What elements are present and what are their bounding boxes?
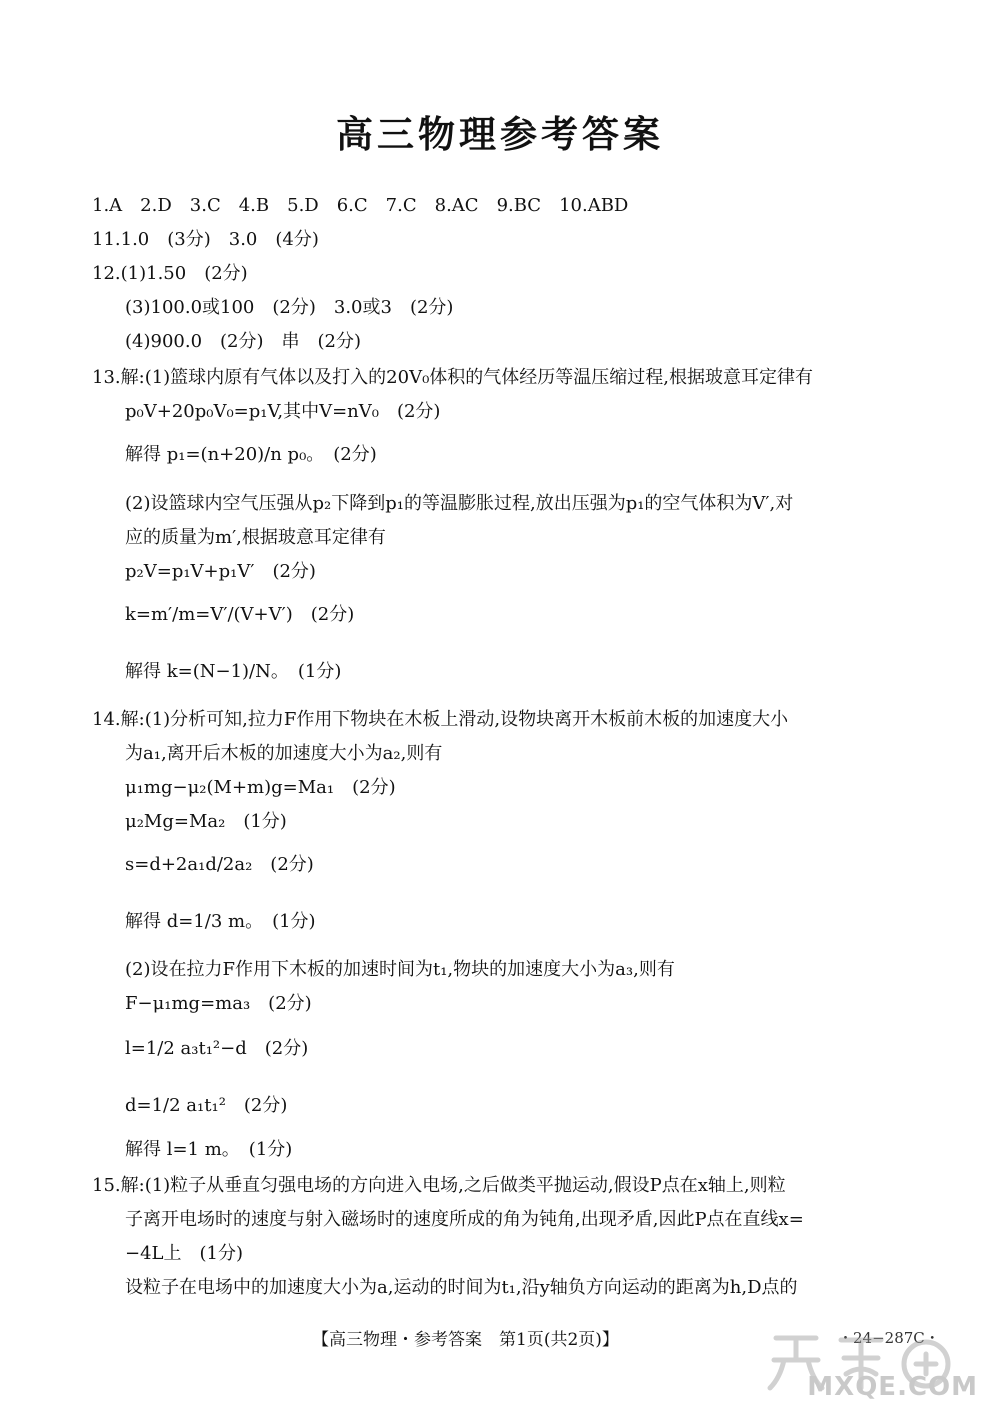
solution-line: 解得 d=1/3 m。 (1分)	[125, 911, 316, 932]
answer-line-q15-d: 设粒子在电场中的加速度大小为a,运动的时间为t₁,沿y轴负方向运动的距离为h,D点的	[125, 1277, 798, 1298]
equation-line: p₂V=p₁V+p₁V′ (2分)	[125, 561, 316, 582]
solution-line: 解得 p₁=(n+20)/n p₀。 (2分)	[125, 444, 377, 465]
answer-line-q13-2: (2)设篮球内空气压强从p₂下降到p₁的等温膨胀过程,放出压强为p₁的空气体积为V′,对	[125, 493, 794, 514]
page-title: 高三物理参考答案	[336, 113, 664, 156]
document-code: ・24−287C・	[838, 1329, 940, 1347]
solution-line: 解得 l=1 m。 (1分)	[125, 1139, 293, 1160]
equation-line: k=m′/m=V′/(V+V′) (2分)	[125, 604, 355, 625]
answer-line-q15-intro: 15.解:(1)粒子从垂直匀强电场的方向进入电场,之后做类平抛运动,假设P点在x轴上,则粒	[92, 1175, 786, 1196]
watermark-text: MXQE.COM	[807, 1372, 978, 1402]
answer-line-q11: 11.1.0 (3分) 3.0 (4分)	[92, 229, 319, 250]
answer-line-q14-intro: 14.解:(1)分析可知,拉力F作用下物块在木板上滑动,设物块离开木板前木板的加速度大小	[92, 709, 789, 730]
equation-line: s=d+2a₁d/2a₂ (2分)	[125, 854, 314, 875]
equation-line: d=1/2 a₁t₁² (2分)	[125, 1095, 288, 1116]
answer-line-q14-2: (2)设在拉力F作用下木板的加速时间为t₁,物块的加速度大小为a₃,则有	[125, 959, 675, 980]
answer-line-q12-3: (3)100.0或100 (2分) 3.0或3 (2分)	[125, 297, 454, 318]
solution-line: 解得 k=(N−1)/N。 (1分)	[125, 661, 342, 682]
page-footer: 【高三物理・参考答案 第1页(共2页)】	[312, 1330, 619, 1350]
answer-line-q13-intro: 13.解:(1)篮球内原有气体以及打入的20V₀体积的气体经历等温压缩过程,根据玻意耳定律有	[92, 367, 814, 388]
equation-line: μ₂Mg=Ma₂ (1分)	[125, 811, 287, 832]
answer-line-q13-2b: 应的质量为m′,根据玻意耳定律有	[125, 527, 386, 548]
answer-line-q12-1: 12.(1)1.50 (2分)	[92, 263, 248, 284]
answer-line-q12-4: (4)900.0 (2分) 串 (2分)	[125, 331, 362, 352]
answer-line-q15-c: −4L上 (1分)	[125, 1243, 243, 1264]
equation-line: l=1/2 a₃t₁²−d (2分)	[125, 1038, 309, 1059]
equation-line: p₀V+20p₀V₀=p₁V,其中V=nV₀ (2分)	[125, 401, 441, 422]
answer-line-mc: 1.A 2.D 3.C 4.B 5.D 6.C 7.C 8.AC 9.BC 10.ABD	[92, 195, 629, 216]
answer-line-q15-b: 子离开电场时的速度与射入磁场时的速度所成的角为钝角,出现矛盾,因此P点在直线x=	[125, 1209, 804, 1230]
equation-line: F−μ₁mg=ma₃ (2分)	[125, 993, 312, 1014]
equation-line: μ₁mg−μ₂(M+m)g=Ma₁ (2分)	[125, 777, 396, 798]
answer-line-q14-1b: 为a₁,离开后木板的加速度大小为a₂,则有	[125, 743, 443, 764]
